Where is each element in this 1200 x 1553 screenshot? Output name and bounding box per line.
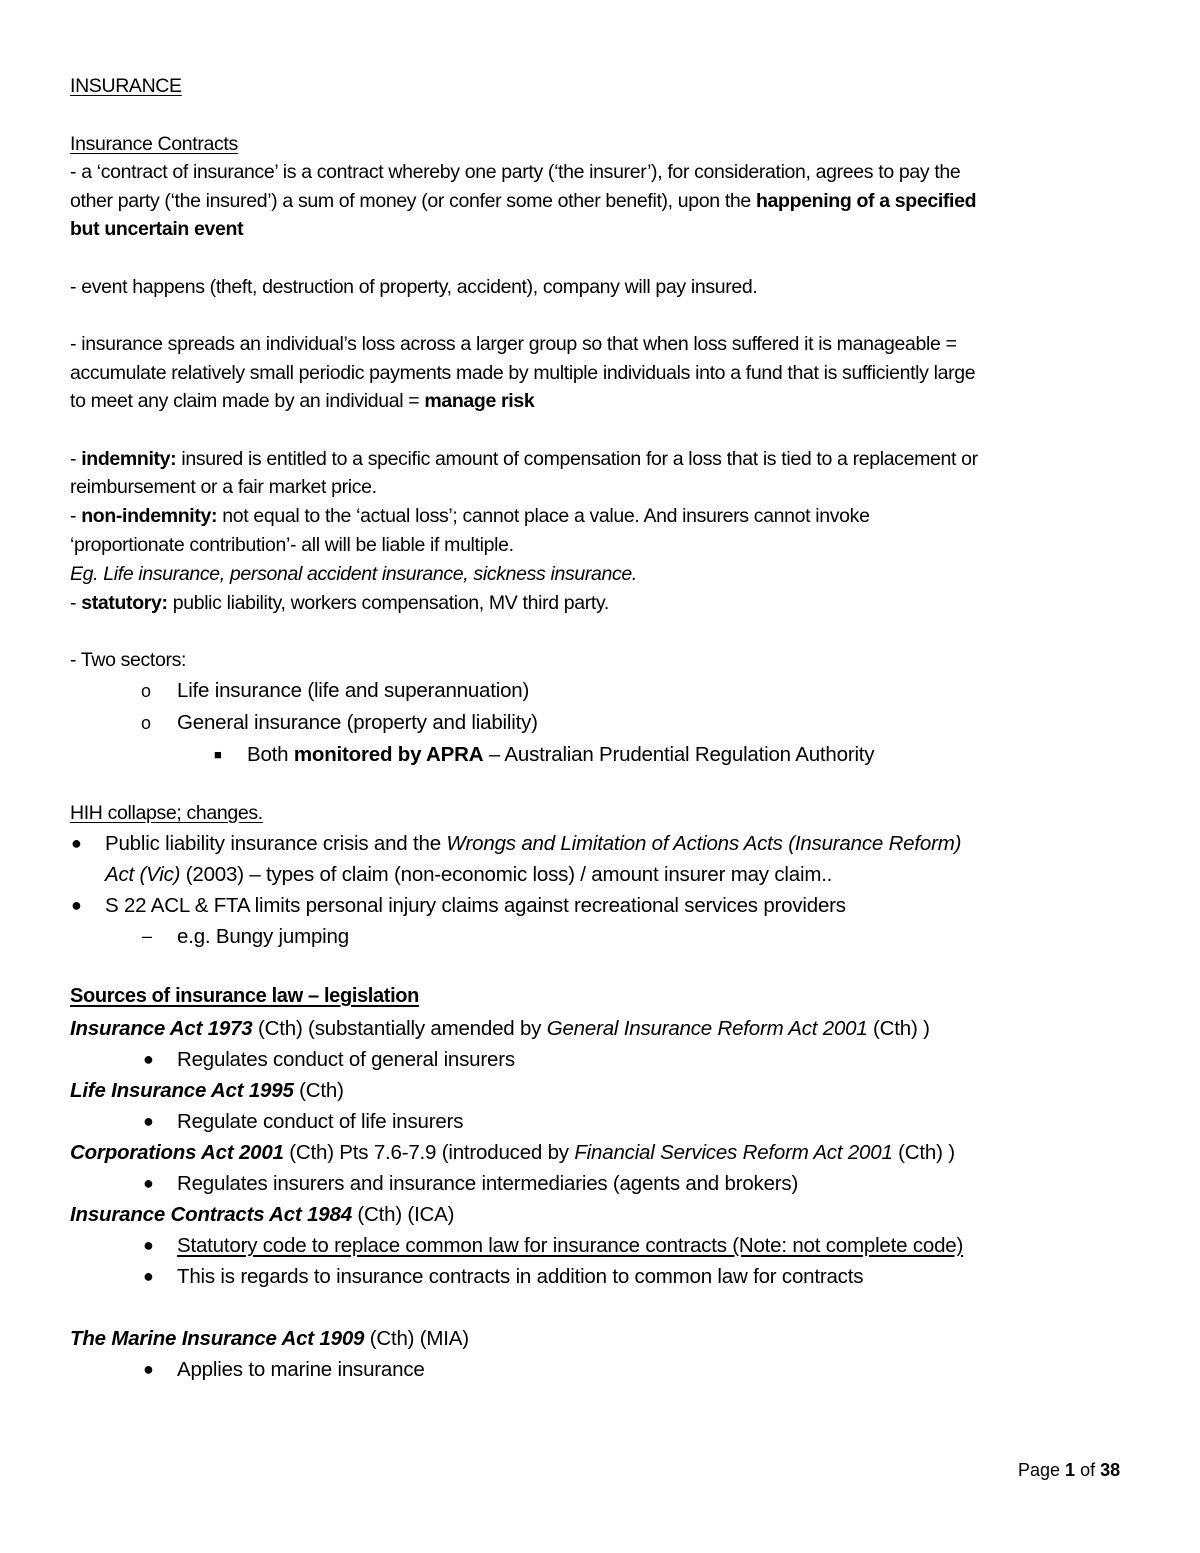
corporations-act-heading: Corporations Act 2001 (Cth) Pts 7.6-7.9 (introduced by Financial Services Reform Act 2001 (Cth) ): [70, 1141, 955, 1164]
insurance-contracts-act-bullet-2: This is regards to insurance contracts in addition to common law for contracts: [177, 1265, 864, 1288]
bullet-icon: ●: [143, 1266, 154, 1286]
definition-line-2: other party (‘the insured’) a sum of money (or confer some other benefit), upon the happening of a specified: [70, 190, 977, 212]
definition-line-1: - a ‘contract of insurance’ is a contract whereby one party (‘the insurer’), for consideration, agrees to pay the: [70, 161, 961, 183]
risk-line-1: - insurance spreads an individual’s loss across a larger group so that when loss suffered it is manageable =: [70, 333, 957, 355]
marine-insurance-act-heading: The Marine Insurance Act 1909 (Cth) (MIA): [70, 1327, 469, 1350]
insurance-act-bullet: Regulates conduct of general insurers: [177, 1048, 515, 1071]
bullet-icon: ●: [143, 1359, 154, 1379]
bullet-icon: ●: [143, 1049, 154, 1069]
risk-line-2: accumulate relatively small periodic payments made by multiple individuals into a fund that is sufficiently large: [70, 362, 976, 384]
statutory-line: - statutory: public liability, workers compensation, MV third party.: [70, 592, 609, 614]
dash-bullet-icon: –: [142, 926, 153, 946]
section-title-sources: Sources of insurance law – legislation: [70, 985, 420, 1007]
sectors-intro: - Two sectors:: [70, 649, 187, 671]
insurance-act-heading: Insurance Act 1973 (Cth) (substantially amended by General Insurance Reform Act 2001 (Cth) ): [70, 1017, 930, 1040]
hih-bullet-1-line-1: Public liability insurance crisis and the Wrongs and Limitation of Actions Acts (Insurance Reform): [105, 832, 962, 855]
insurance-contracts-act-bullet-1: Statutory code to replace common law for insurance contracts (Note: not complete code): [177, 1234, 964, 1257]
bullet-icon: ●: [71, 895, 82, 915]
indemnity-line-1: - indemnity: insured is entitled to a specific amount of compensation for a loss that is tied to a replacement or: [70, 448, 978, 470]
event-paragraph: - event happens (theft, destruction of property, accident), company will pay insured.: [70, 276, 758, 298]
hih-bullet-2-sub: e.g. Bungy jumping: [177, 925, 349, 948]
life-insurance-act-heading: Life Insurance Act 1995 (Cth): [70, 1079, 344, 1102]
bullet-icon: ●: [143, 1111, 154, 1131]
non-indemnity-example: Eg. Life insurance, personal accident insurance, sickness insurance.: [70, 563, 637, 585]
hih-bullet-1-line-2: Act (Vic) (2003) – types of claim (non-economic loss) / amount insurer may claim..: [105, 863, 833, 886]
section-title-insurance-contracts: Insurance Contracts: [70, 133, 238, 155]
circle-bullet-icon: o: [141, 713, 152, 733]
page-number-footer: Page 1 of 38: [1018, 1460, 1121, 1480]
indemnity-line-2: reimbursement or a fair market price.: [70, 476, 377, 498]
risk-line-3: to meet any claim made by an individual = manage risk: [70, 390, 535, 412]
non-indemnity-line-2: ‘proportionate contribution’- all will be liable if multiple.: [70, 534, 514, 556]
sector-item: General insurance (property and liability): [177, 711, 538, 734]
corporations-act-bullet: Regulates insurers and insurance intermediaries (agents and brokers): [177, 1172, 799, 1195]
apra-sub-item: Both monitored by APRA – Australian Prudential Regulation Authority: [247, 743, 875, 766]
marine-insurance-act-bullet: Applies to marine insurance: [177, 1358, 425, 1381]
sector-item: Life insurance (life and superannuation): [177, 679, 530, 702]
section-title-hih-collapse: HIH collapse; changes.: [70, 802, 263, 824]
document-heading: INSURANCE: [70, 75, 182, 97]
non-indemnity-line-1: - non-indemnity: not equal to the ‘actual loss’; cannot place a value. And insurers cannot invoke: [70, 505, 870, 527]
bullet-icon: ●: [71, 833, 82, 853]
life-insurance-act-bullet: Regulate conduct of life insurers: [177, 1110, 464, 1133]
definition-line-3: but uncertain event: [70, 218, 244, 240]
bullet-icon: ●: [143, 1235, 154, 1255]
bullet-icon: ●: [143, 1173, 154, 1193]
hih-bullet-2: S 22 ACL & FTA limits personal injury claims against recreational services providers: [105, 894, 846, 917]
square-bullet-icon: ■: [214, 747, 222, 762]
circle-bullet-icon: o: [141, 681, 152, 701]
insurance-contracts-act-heading: Insurance Contracts Act 1984 (Cth) (ICA): [70, 1203, 455, 1226]
